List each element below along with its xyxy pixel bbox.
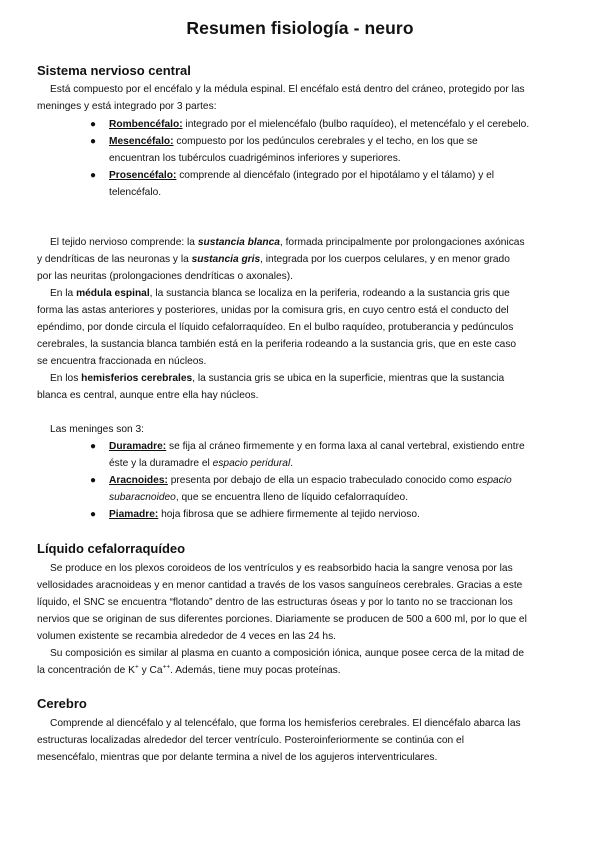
definition: hoja fibrosa que se adhiere firmemente al tejido nervioso. — [158, 509, 420, 520]
text: , la sustancia blanca se localiza en la periferia, rodeando a la sustancia gris que forma las astas anteriores y posteriores, unidas por la comisura gris, en cuyo centro está el conducto del epéndimo, por donde circula el líquido cefalorraquídeo. En el bulbo raquídeo, protuberancia y pedúnculos cerebrales, la sustancia blanca también está en la periferia rodeando a la sustancia gris, que en este caso se encuentra fraccionada en núcleos. — [37, 288, 517, 367]
bullet-icon: ● — [90, 136, 97, 147]
lcr-paragraph-2 — [37, 645, 527, 679]
meninges-list — [90, 438, 530, 523]
heading-cerebro: Cerebro — [37, 696, 87, 711]
list-item — [90, 472, 530, 506]
italic-term: espacio subaracnoideo — [109, 475, 512, 503]
bullet-icon: ● — [90, 119, 97, 130]
list-item — [90, 438, 530, 472]
term: Duramadre: — [109, 441, 167, 452]
bullet-icon: ● — [90, 441, 97, 452]
text: . Además, tiene muy pocas proteínas. — [170, 665, 341, 676]
text: En los — [50, 373, 82, 384]
term: Rombencéfalo: — [109, 119, 183, 130]
bullet-icon: ● — [90, 170, 97, 181]
snc-intro: Está compuesto por el encéfalo y la médula espinal. El encéfalo está dentro del cráneo, protegido por las meninges y está integrado por 3 partes: — [37, 84, 525, 112]
meninges-intro: Las meninges son 3: — [50, 424, 145, 435]
hemisferios-paragraph — [37, 370, 527, 404]
medula-paragraph — [37, 285, 527, 370]
bold-term: sustancia gris — [191, 254, 261, 265]
superscript: ++ — [162, 663, 171, 671]
definition: se fija al cráneo firmemente y en forma laxa al canal vertebral, existiendo entre éste y la duramadre el — [109, 441, 525, 469]
text: El tejido nervioso comprende: la — [50, 237, 198, 248]
term: Mesencéfalo: — [109, 136, 174, 147]
brain-parts-list — [90, 116, 530, 201]
term: Prosencéfalo: — [109, 170, 177, 181]
bold-term: hemisferios cerebrales — [81, 373, 193, 384]
definition-end: , que se encuentra lleno de líquido cefalorraquídeo. — [175, 492, 409, 503]
text: , integrada por los cuerpos celulares, y en menor grado por las neuritas (prolongaciones dendríticas o axonales). — [37, 254, 510, 282]
bullet-icon: ● — [90, 509, 97, 520]
list-item — [90, 116, 530, 133]
list-item — [90, 506, 530, 523]
text: , la sustancia gris se ubica en la superficie, mientras que la sustancia blanca es central, aunque entre ella hay núcleos. — [37, 373, 505, 401]
text: Su composición es similar al plasma en cuanto a composición iónica, aunque posee cerca de la mitad de la concentración de K — [37, 648, 524, 676]
text: , formada principalmente por prolongaciones axónicas y dendríticas de las neuronas y la — [37, 237, 525, 265]
bold-term: sustancia blanca — [197, 237, 280, 248]
heading-snc: Sistema nervioso central — [37, 63, 191, 78]
definition: comprende al diencéfalo (integrado por el hipotálamo y el tálamo) y el telencéfalo. — [109, 170, 495, 198]
definition: integrado por el mielencéfalo (bulbo raquídeo), el metencéfalo y el cerebelo. — [182, 119, 530, 130]
page-title: Resumen fisiología - neuro — [186, 18, 414, 38]
text: En la — [50, 288, 77, 299]
term: Piamadre: — [109, 509, 159, 520]
text: y Ca — [138, 665, 163, 676]
list-item — [90, 167, 530, 201]
bullet-icon: ● — [90, 475, 97, 486]
superscript: + — [134, 663, 139, 671]
lcr-paragraph-1: Se produce en los plexos coroideos de los ventrículos y es reabsorbido hacia la sangre venosa por las vellosidades aracnoideas y en menor cantidad a través de los vasos sanguíneos cerebrales. Gracias a este líquido, el SNC se encuentra “flotando” dentro de las estructuras óseas y por lo tanto no se traccionan los nervios que se originan de sus diferentes porciones. Diariamente se producen de 500 a 600 ml, por lo que el volumen existente se recambia alrededor de 4 veces en las 24 hs. — [37, 563, 527, 642]
italic-term: espacio peridural — [212, 458, 291, 469]
definition-end: . — [290, 458, 294, 469]
term: Aracnoides: — [109, 475, 168, 486]
definition: compuesto por los pedúnculos cerebrales y el techo, en los que se encuentran los tubérculos cuadrigéminos inferiores y superiores. — [109, 136, 478, 164]
heading-lcr: Líquido cefalorraquídeo — [37, 541, 186, 556]
tejido-paragraph — [37, 234, 527, 285]
definition: presenta por debajo de ella un espacio trabeculado conocido como — [167, 475, 477, 486]
list-item — [90, 133, 530, 167]
cerebro-paragraph: Comprende al diencéfalo y al telencéfalo, que forma los hemisferios cerebrales. El diencéfalo abarca las estructuras localizadas alrededor del tercer ventrículo. Posteroinferiormente se continúa con el mesencéfalo, mientras que por delante termina a nivel de los agujeros interventriculares. — [37, 718, 521, 763]
bold-term: médula espinal — [76, 288, 150, 299]
